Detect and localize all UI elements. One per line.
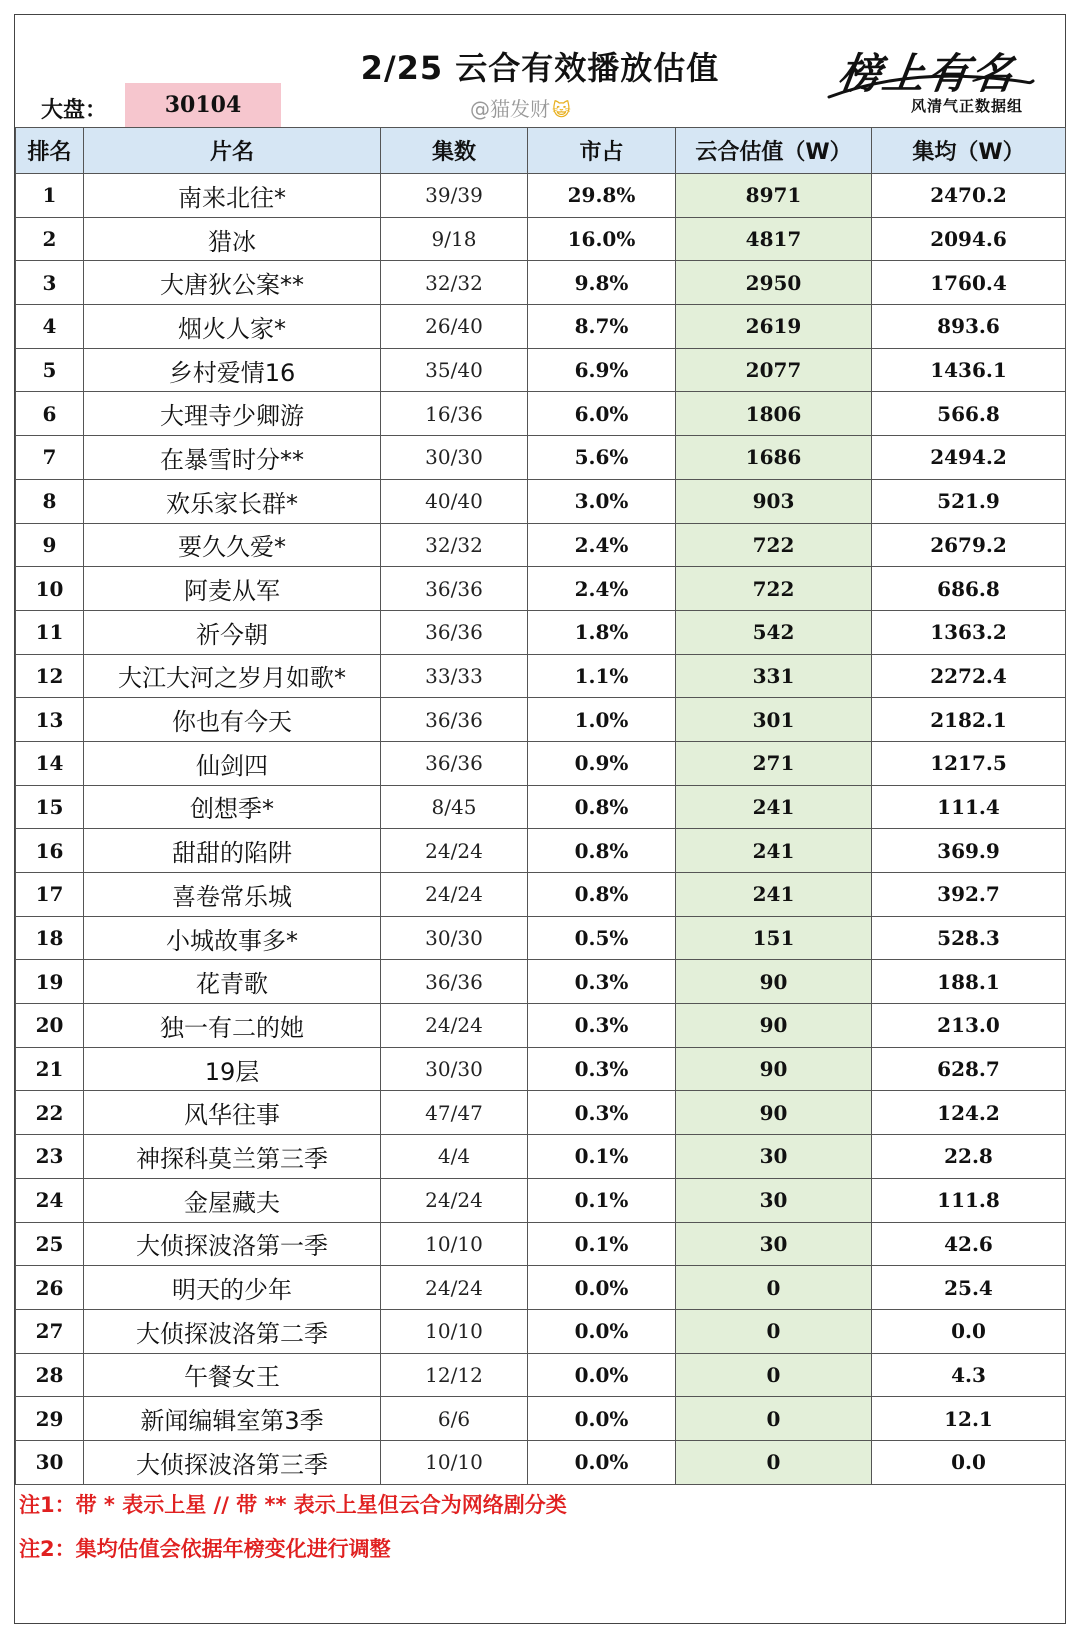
estimate-cell: 2950 [676,261,872,305]
title-cell: 大江大河之岁月如歌* [84,654,381,698]
table-row [16,261,1066,305]
estimate-cell: 1686 [676,436,872,480]
average-cell: 2470.2 [872,174,1066,218]
table-row [16,741,1066,785]
column-header-rank: 排名 [16,128,84,174]
share-cell: 0.8% [528,829,676,873]
average-cell: 0.0 [872,1440,1066,1484]
estimate-cell: 722 [676,567,872,611]
title-cell: 金屋藏夫 [84,1178,381,1222]
estimate-cell: 4817 [676,217,872,261]
estimate-cell: 271 [676,741,872,785]
table-row [16,567,1066,611]
estimate-cell: 2077 [676,348,872,392]
table-row [16,698,1066,742]
average-cell: 521.9 [872,479,1066,523]
table-body [16,174,1066,1485]
rank-cell: 11 [16,610,84,654]
table-row [16,873,1066,917]
title-cell: 花青歌 [84,960,381,1004]
share-cell: 6.0% [528,392,676,436]
title-cell: 神探科莫兰第三季 [84,1135,381,1179]
average-cell: 686.8 [872,567,1066,611]
episodes-cell: 36/36 [381,960,528,1004]
episodes-cell: 24/24 [381,1266,528,1310]
table-row [16,305,1066,349]
episodes-cell: 30/30 [381,1047,528,1091]
share-cell: 29.8% [528,174,676,218]
estimate-cell: 722 [676,523,872,567]
title-cell: 午餐女王 [84,1353,381,1397]
rank-cell: 27 [16,1309,84,1353]
title-cell: 你也有今天 [84,698,381,742]
dapan-label: 大盘： [41,98,108,123]
share-cell: 3.0% [528,479,676,523]
table-row [16,1309,1066,1353]
rank-cell: 22 [16,1091,84,1135]
table-row [16,1004,1066,1048]
table-row [16,1397,1066,1441]
estimate-cell: 542 [676,610,872,654]
share-cell: 1.8% [528,610,676,654]
table-row [16,523,1066,567]
share-cell: 1.0% [528,698,676,742]
rank-cell: 19 [16,960,84,1004]
table-row [16,1222,1066,1266]
table-row [16,960,1066,1004]
rank-cell: 29 [16,1397,84,1441]
title-cell: 烟火人家* [84,305,381,349]
table-row [16,217,1066,261]
estimate-cell: 151 [676,916,872,960]
estimate-cell: 0 [676,1266,872,1310]
episodes-cell: 32/32 [381,261,528,305]
share-cell: 0.3% [528,1091,676,1135]
rank-cell: 8 [16,479,84,523]
estimate-cell: 90 [676,1004,872,1048]
rank-cell: 3 [16,261,84,305]
column-header-episodes: 集数 [381,128,528,174]
average-cell: 1436.1 [872,348,1066,392]
share-cell: 0.0% [528,1309,676,1353]
weibo-handle-text: @猫发财 [470,97,550,121]
episodes-cell: 9/18 [381,217,528,261]
title-cell: 欢乐家长群* [84,479,381,523]
average-cell: 369.9 [872,829,1066,873]
rank-cell: 25 [16,1222,84,1266]
average-cell: 111.4 [872,785,1066,829]
share-cell: 8.7% [528,305,676,349]
table-row [16,785,1066,829]
episodes-cell: 10/10 [381,1309,528,1353]
rank-cell: 13 [16,698,84,742]
average-cell: 111.8 [872,1178,1066,1222]
table-row [16,654,1066,698]
rank-cell: 28 [16,1353,84,1397]
table-header-row [16,128,1066,174]
title-cell: 猎冰 [84,217,381,261]
note-2: 注2：集均估值会依据年榜变化进行调整 [19,1537,391,1561]
average-cell: 2494.2 [872,436,1066,480]
average-cell: 124.2 [872,1091,1066,1135]
title-cell: 明天的少年 [84,1266,381,1310]
table-row [16,479,1066,523]
average-cell: 628.7 [872,1047,1066,1091]
column-header-estimate: 云合估值（W） [676,128,872,174]
share-cell: 9.8% [528,261,676,305]
episodes-cell: 24/24 [381,1178,528,1222]
title-cell: 喜卷常乐城 [84,873,381,917]
estimate-cell: 0 [676,1309,872,1353]
logo-text: 榜上有名 [835,49,1019,98]
episodes-cell: 24/24 [381,829,528,873]
rank-cell: 26 [16,1266,84,1310]
rank-cell: 30 [16,1440,84,1484]
title-cell: 风华往事 [84,1091,381,1135]
column-header-share: 市占 [528,128,676,174]
title-cell: 南来北往* [84,174,381,218]
rank-cell: 2 [16,217,84,261]
estimate-cell: 30 [676,1135,872,1179]
share-cell: 2.4% [528,567,676,611]
episodes-cell: 24/24 [381,1004,528,1048]
dapan-value: 30104 [125,83,281,127]
share-cell: 0.8% [528,873,676,917]
share-cell: 16.0% [528,217,676,261]
rank-cell: 20 [16,1004,84,1048]
average-cell: 1363.2 [872,610,1066,654]
share-cell: 2.4% [528,523,676,567]
notes [19,1483,567,1571]
estimate-cell: 301 [676,698,872,742]
estimate-cell: 1806 [676,392,872,436]
estimate-cell: 0 [676,1353,872,1397]
title-cell: 大侦探波洛第三季 [84,1440,381,1484]
average-cell: 4.3 [872,1353,1066,1397]
share-cell: 0.3% [528,1004,676,1048]
table-row [16,436,1066,480]
share-cell: 0.1% [528,1178,676,1222]
episodes-cell: 10/10 [381,1222,528,1266]
rank-cell: 16 [16,829,84,873]
episodes-cell: 39/39 [381,174,528,218]
table-row [16,392,1066,436]
rank-cell: 18 [16,916,84,960]
episodes-cell: 10/10 [381,1440,528,1484]
episodes-cell: 24/24 [381,873,528,917]
title-cell: 创想季* [84,785,381,829]
rank-cell: 23 [16,1135,84,1179]
table-row [16,174,1066,218]
title-cell: 独一有二的她 [84,1004,381,1048]
share-cell: 1.1% [528,654,676,698]
episodes-cell: 8/45 [381,785,528,829]
average-cell: 22.8 [872,1135,1066,1179]
note-1: 注1：带 * 表示上星 // 带 ** 表示上星但云合为网络剧分类 [19,1493,567,1517]
share-cell: 0.1% [528,1222,676,1266]
rank-cell: 12 [16,654,84,698]
average-cell: 2182.1 [872,698,1066,742]
ranking-table [15,127,1066,1485]
title-cell: 祈今朝 [84,610,381,654]
title-cell: 甜甜的陷阱 [84,829,381,873]
table-row [16,829,1066,873]
average-cell: 12.1 [872,1397,1066,1441]
rank-cell: 17 [16,873,84,917]
average-cell: 2094.6 [872,217,1066,261]
estimate-cell: 90 [676,960,872,1004]
episodes-cell: 35/40 [381,348,528,392]
rank-cell: 24 [16,1178,84,1222]
estimate-cell: 331 [676,654,872,698]
estimate-cell: 30 [676,1178,872,1222]
rank-cell: 15 [16,785,84,829]
title-cell: 19层 [84,1047,381,1091]
column-header-average: 集均（W） [872,128,1066,174]
rank-cell: 21 [16,1047,84,1091]
estimate-cell: 8971 [676,174,872,218]
title-cell: 阿麦从军 [84,567,381,611]
title-cell: 在暴雪时分** [84,436,381,480]
average-cell: 25.4 [872,1266,1066,1310]
column-header-title: 片名 [84,128,381,174]
share-cell: 0.3% [528,960,676,1004]
table-row [16,1266,1066,1310]
weibo-handle [470,93,571,122]
share-cell: 0.0% [528,1353,676,1397]
episodes-cell: 12/12 [381,1353,528,1397]
episodes-cell: 26/40 [381,305,528,349]
share-cell: 0.0% [528,1440,676,1484]
estimate-cell: 241 [676,785,872,829]
average-cell: 213.0 [872,1004,1066,1048]
episodes-cell: 36/36 [381,741,528,785]
estimate-cell: 0 [676,1440,872,1484]
average-cell: 1217.5 [872,741,1066,785]
title-cell: 乡村爱情16 [84,348,381,392]
estimate-cell: 241 [676,873,872,917]
table-row [16,348,1066,392]
share-cell: 0.9% [528,741,676,785]
average-cell: 1760.4 [872,261,1066,305]
episodes-cell: 4/4 [381,1135,528,1179]
average-cell: 566.8 [872,392,1066,436]
logo [827,33,1037,123]
rank-cell: 10 [16,567,84,611]
title-cell: 大理寺少卿游 [84,392,381,436]
share-cell: 0.0% [528,1397,676,1441]
rank-cell: 4 [16,305,84,349]
average-cell: 2679.2 [872,523,1066,567]
table-row [16,1047,1066,1091]
logo-subtext: 风清气正数据组 [910,97,1023,115]
share-cell: 0.8% [528,785,676,829]
episodes-cell: 36/36 [381,698,528,742]
average-cell: 893.6 [872,305,1066,349]
estimate-cell: 903 [676,479,872,523]
title-cell: 大唐狄公案** [84,261,381,305]
share-cell: 5.6% [528,436,676,480]
rank-cell: 1 [16,174,84,218]
episodes-cell: 32/32 [381,523,528,567]
title-cell: 大侦探波洛第一季 [84,1222,381,1266]
estimate-cell: 0 [676,1397,872,1441]
episodes-cell: 40/40 [381,479,528,523]
estimate-cell: 90 [676,1091,872,1135]
table-row [16,610,1066,654]
estimate-cell: 30 [676,1222,872,1266]
table-row [16,916,1066,960]
rank-cell: 5 [16,348,84,392]
table-row [16,1178,1066,1222]
episodes-cell: 30/30 [381,916,528,960]
episodes-cell: 36/36 [381,610,528,654]
share-cell: 0.5% [528,916,676,960]
cat-face-icon: 😺 [552,100,571,121]
average-cell: 188.1 [872,960,1066,1004]
share-cell: 6.9% [528,348,676,392]
episodes-cell: 30/30 [381,436,528,480]
ranking-sheet [14,14,1066,1624]
average-cell: 2272.4 [872,654,1066,698]
page-title: 2/25 云合有效播放估值 [360,49,720,87]
title-cell: 大侦探波洛第二季 [84,1309,381,1353]
rank-cell: 6 [16,392,84,436]
title-cell: 要久久爱* [84,523,381,567]
episodes-cell: 47/47 [381,1091,528,1135]
share-cell: 0.1% [528,1135,676,1179]
episodes-cell: 16/36 [381,392,528,436]
title-cell: 小城故事多* [84,916,381,960]
table-row [16,1353,1066,1397]
share-cell: 0.3% [528,1047,676,1091]
table-row [16,1135,1066,1179]
table-row [16,1440,1066,1484]
rank-cell: 14 [16,741,84,785]
title-cell: 仙剑四 [84,741,381,785]
title-cell: 新闻编辑室第3季 [84,1397,381,1441]
episodes-cell: 33/33 [381,654,528,698]
share-cell: 0.0% [528,1266,676,1310]
rank-cell: 7 [16,436,84,480]
episodes-cell: 36/36 [381,567,528,611]
estimate-cell: 90 [676,1047,872,1091]
episodes-cell: 6/6 [381,1397,528,1441]
estimate-cell: 2619 [676,305,872,349]
estimate-cell: 241 [676,829,872,873]
average-cell: 392.7 [872,873,1066,917]
table-row [16,1091,1066,1135]
average-cell: 528.3 [872,916,1066,960]
rank-cell: 9 [16,523,84,567]
average-cell: 42.6 [872,1222,1066,1266]
average-cell: 0.0 [872,1309,1066,1353]
